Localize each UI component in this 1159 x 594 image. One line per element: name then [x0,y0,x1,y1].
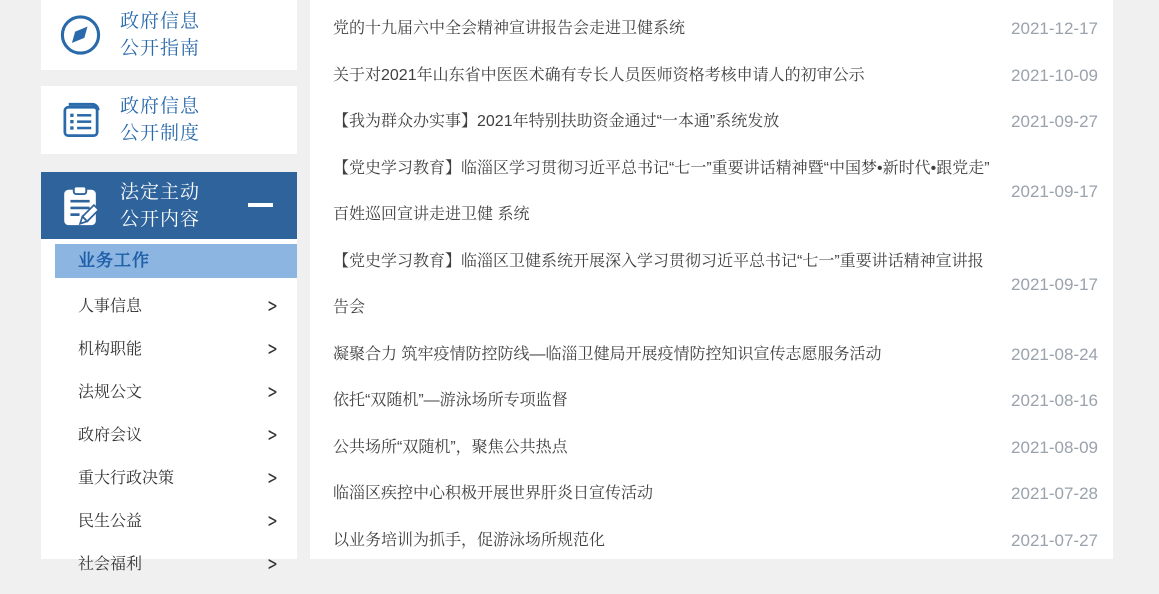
submenu-item-label: 人事信息 [78,298,143,315]
news-date: 2021-07-28 [1011,484,1098,504]
chevron-right-icon: > [267,293,277,318]
sidebar-item-label: 政府信息 公开指南 [120,11,201,59]
news-list-item[interactable] [333,425,1098,472]
submenu-item-label: 社会福利 [78,556,143,573]
document-list-icon [58,97,103,143]
news-title-link[interactable]: 公共场所“双随机”，聚焦公共热点 [333,438,568,456]
compass-icon [58,12,103,58]
chevron-right-icon: > [267,379,277,404]
news-date: 2021-10-09 [1011,65,1098,85]
news-date: 2021-09-27 [1011,112,1098,132]
news-title-link[interactable]: 【党史学习教育】临淄区学习贯彻习近平总书记“七一”重要讲话精神暨“中国梦•新时代•跟党走”百姓巡回宣讲走进卫健 系统 [333,159,990,223]
news-date: 2021-12-17 [1011,19,1098,39]
sidebar-item-label: 法定主动 公开内容 [120,181,201,230]
submenu-item[interactable] [41,500,297,543]
submenu-header-business-work[interactable]: 业务工作 [55,244,297,278]
news-list-item[interactable] [333,378,1098,425]
news-title-link[interactable]: 关于对2021年山东省中医医术确有专长人员医师资格考核申请人的初审公示 [333,66,865,84]
chevron-right-icon: > [267,336,277,361]
news-list-item[interactable] [333,53,1098,100]
chevron-right-icon: > [267,465,277,490]
minus-icon [248,203,273,207]
news-title-link[interactable]: 【党史学习教育】临淄区卫健系统开展深入学习贯彻习近平总书记“七一”重要讲话精神宣讲报告会 [333,252,984,316]
chevron-right-icon: > [267,422,277,447]
news-title-link[interactable]: 以业务培训为抓手，促游泳场所规范化 [333,531,606,549]
news-title-link[interactable]: 【我为群众办实事】2021年特别扶助资金通过“一本通”系统发放 [333,113,780,130]
chevron-right-icon: > [267,508,277,533]
news-title-link[interactable]: 党的十九届六中全会精神宣讲报告会走进卫健系统 [333,20,686,37]
news-list-item[interactable] [333,332,1098,379]
news-title-link[interactable]: 临淄区疾控中心积极开展世界肝炎日宣传活动 [333,485,654,502]
news-date: 2021-08-09 [1011,437,1098,457]
chevron-right-icon: > [267,551,277,576]
news-list-item[interactable] [333,99,1098,146]
submenu-item-label: 政府会议 [78,427,143,444]
news-date: 2021-08-24 [1011,344,1098,364]
news-list-panel [310,0,1113,559]
submenu-item-label: 法规公文 [78,384,143,401]
submenu-item[interactable] [41,285,297,328]
submenu-item[interactable] [41,414,297,457]
submenu-item-label: 机构职能 [78,341,143,358]
clipboard-pen-icon [58,183,103,229]
news-list-item[interactable] [333,518,1098,565]
sidebar-item-label: 政府信息 公开制度 [120,96,201,144]
submenu-item[interactable] [41,543,297,586]
news-date: 2021-08-16 [1011,391,1098,411]
submenu-item-label: 民生公益 [78,513,143,530]
news-list-item[interactable] [333,146,1098,239]
sidebar-item-gov-info-system[interactable] [41,86,297,154]
news-list-item[interactable] [333,239,1098,332]
sidebar-submenu [41,239,297,576]
submenu-item[interactable] [41,371,297,414]
news-list-item[interactable] [333,6,1098,53]
submenu-item[interactable] [41,328,297,371]
news-date: 2021-09-17 [1011,275,1098,294]
submenu-item[interactable] [41,457,297,500]
sidebar-item-gov-info-guide[interactable] [41,0,297,70]
news-title-link[interactable]: 凝聚合力 筑牢疫情防控防线—临淄卫健局开展疫情防控知识宣传志愿服务活动 [333,345,882,363]
submenu-list [41,285,297,586]
news-title-link[interactable]: 依托“双随机”—游泳场所专项监督 [333,392,568,409]
sidebar-item-statutory-disclosure-active[interactable] [41,172,297,239]
sidebar [41,0,297,576]
news-date: 2021-09-17 [1011,182,1098,201]
news-date: 2021-07-27 [1011,530,1098,550]
submenu-item-label: 重大行政决策 [78,470,175,487]
news-list-item[interactable] [333,471,1098,518]
